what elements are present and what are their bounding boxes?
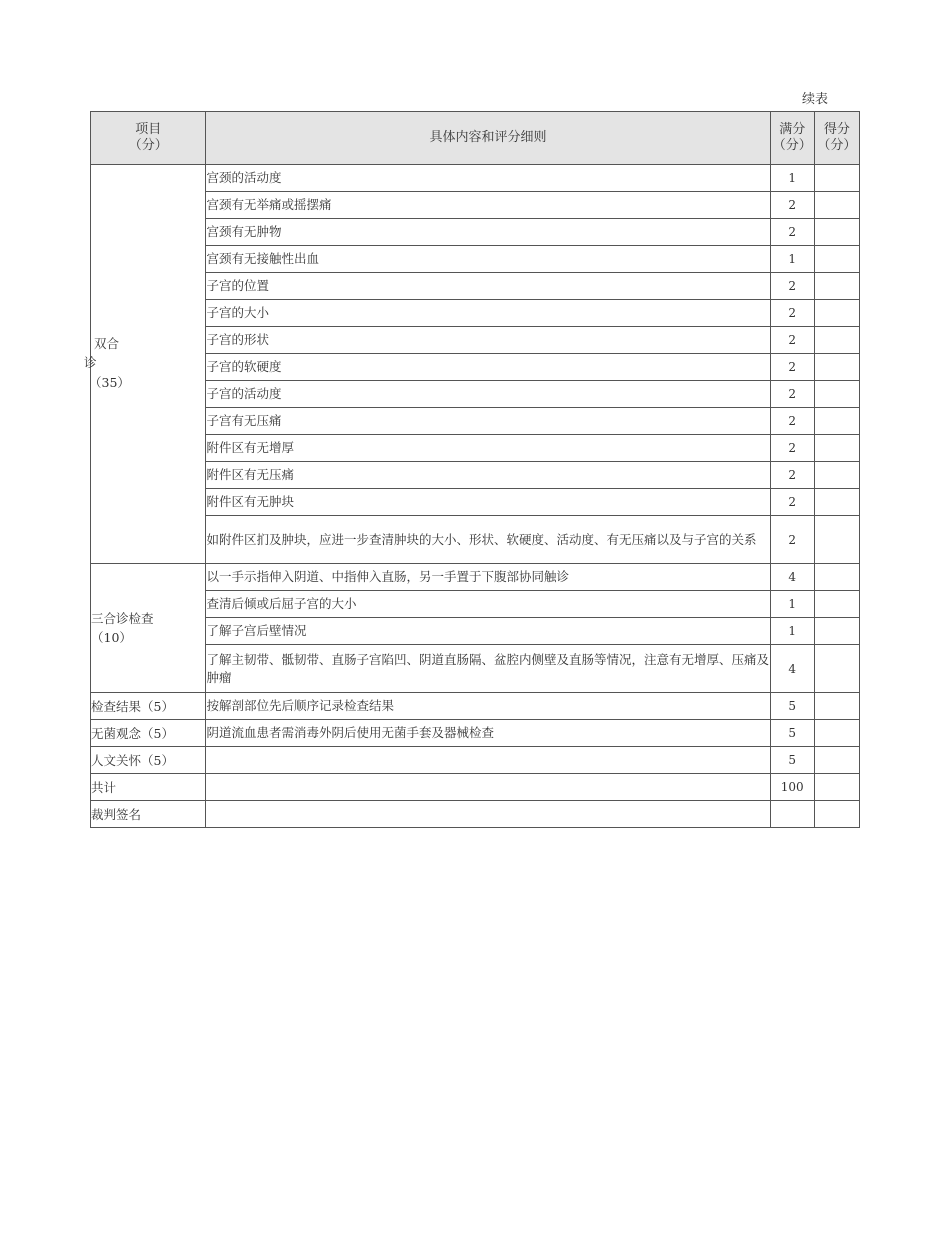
table-row — [91, 408, 860, 435]
table-row — [91, 645, 860, 693]
table-row — [91, 192, 860, 219]
criterion-cell: 附件区有无肿块 — [206, 489, 770, 516]
criterion-cell: 子宫的软硬度 — [206, 354, 770, 381]
score-input-cell[interactable] — [814, 381, 859, 408]
table-row — [91, 381, 860, 408]
full-score-cell: 2 — [770, 489, 814, 516]
criterion-cell: 子宫有无压痛 — [206, 408, 770, 435]
full-score-cell: 2 — [770, 219, 814, 246]
criterion-cell: 子宫的形状 — [206, 327, 770, 354]
header-content: 具体内容和评分细则 — [206, 112, 770, 165]
criterion-cell: 宫颈的活动度 — [206, 165, 770, 192]
full-score-cell: 4 — [770, 645, 814, 693]
header-item-line-2: （分） — [128, 138, 168, 153]
score-input-cell[interactable] — [814, 408, 859, 435]
table-row — [91, 693, 860, 720]
full-score-cell: 2 — [770, 354, 814, 381]
section-item-line: 双合 — [94, 336, 120, 351]
full-score-cell: 2 — [770, 435, 814, 462]
table-row — [91, 246, 860, 273]
judge-signature-label: 裁判签名 — [91, 801, 206, 828]
score-input-cell[interactable] — [814, 354, 859, 381]
header-got-line-1: 得分 — [823, 122, 850, 137]
full-score-cell: 2 — [770, 273, 814, 300]
item-cell: 无菌观念（5） — [91, 720, 206, 747]
score-input-cell[interactable] — [814, 462, 859, 489]
full-score-cell: 1 — [770, 591, 814, 618]
table-row — [91, 354, 860, 381]
table-row — [91, 801, 860, 828]
criterion-cell: 宫颈有无接触性出血 — [206, 246, 770, 273]
section-item-line: 诊 — [84, 355, 97, 370]
total-label-cell: 共计 — [91, 774, 206, 801]
item-cell: 人文关怀（5） — [91, 747, 206, 774]
score-input-cell[interactable] — [814, 246, 859, 273]
table-row — [91, 219, 860, 246]
criterion-cell — [206, 747, 770, 774]
continuation-label: 续表 — [802, 92, 829, 107]
table-row — [91, 618, 860, 645]
header-got-line-2: （分） — [817, 138, 857, 153]
score-input-cell[interactable] — [814, 165, 859, 192]
score-input-cell[interactable] — [814, 720, 859, 747]
full-score-cell: 1 — [770, 165, 814, 192]
criterion-cell: 按解剖部位先后顺序记录检查结果 — [206, 693, 770, 720]
header-full-line-1: 满分 — [779, 122, 806, 137]
section-item-line: 三合诊检查 — [91, 611, 154, 626]
section-item-bimanual-text — [84, 334, 205, 394]
score-input-cell[interactable] — [814, 273, 859, 300]
full-score-cell: 4 — [770, 564, 814, 591]
table-row — [91, 720, 860, 747]
score-input-cell[interactable] — [814, 192, 859, 219]
full-score-cell: 2 — [770, 516, 814, 564]
header-full-line-2: （分） — [772, 138, 812, 153]
criterion-cell: 附件区有无压痛 — [206, 462, 770, 489]
score-input-cell[interactable] — [814, 564, 859, 591]
score-input-cell[interactable] — [814, 516, 859, 564]
section-item-trimanual — [91, 564, 206, 693]
item-cell: 检查结果（5） — [91, 693, 206, 720]
total-full-score-cell: 100 — [770, 774, 814, 801]
full-score-cell: 2 — [770, 462, 814, 489]
table-row — [91, 435, 860, 462]
score-input-cell[interactable] — [814, 219, 859, 246]
full-score-cell: 5 — [770, 720, 814, 747]
criterion-cell: 了解子宫后壁情况 — [206, 618, 770, 645]
criterion-cell: 子宫的大小 — [206, 300, 770, 327]
total-score-cell[interactable] — [814, 774, 859, 801]
full-score-cell: 1 — [770, 618, 814, 645]
scoring-table — [84, 111, 860, 828]
table-row — [91, 591, 860, 618]
table-row — [91, 273, 860, 300]
score-input-cell[interactable] — [814, 747, 859, 774]
section-item-bimanual — [84, 165, 206, 564]
full-score-cell: 2 — [770, 192, 814, 219]
score-input-cell[interactable] — [814, 489, 859, 516]
table-row — [91, 462, 860, 489]
score-input-cell[interactable] — [814, 618, 859, 645]
header-item — [91, 112, 206, 165]
table-row — [91, 300, 860, 327]
full-score-cell: 2 — [770, 300, 814, 327]
full-score-cell: 2 — [770, 327, 814, 354]
section-item-line: （35） — [89, 375, 130, 390]
table-row — [91, 747, 860, 774]
judge-signature-cell[interactable] — [206, 801, 770, 828]
full-score-cell — [770, 801, 814, 828]
header-full-score — [770, 112, 814, 165]
table-row — [91, 165, 860, 192]
criterion-cell: 附件区有无增厚 — [206, 435, 770, 462]
criterion-cell: 宫颈有无举痛或摇摆痛 — [206, 192, 770, 219]
header-item-line-1: 项目 — [135, 122, 162, 137]
table-row — [91, 564, 860, 591]
criterion-cell: 子宫的位置 — [206, 273, 770, 300]
criterion-cell — [206, 774, 770, 801]
criterion-cell: 了解主韧带、骶韧带、直肠子宫陷凹、阴道直肠隔、盆腔内侧壁及直肠等情况，注意有无增厚、压痛及肿瘤 — [206, 645, 770, 693]
full-score-cell: 2 — [770, 408, 814, 435]
full-score-cell: 5 — [770, 747, 814, 774]
table-row — [91, 774, 860, 801]
table-row — [91, 489, 860, 516]
score-input-cell[interactable] — [814, 300, 859, 327]
criterion-cell: 如附件区扪及肿块，应进一步查清肿块的大小、形状、软硬度、活动度、有无压痛以及与子宫的关系 — [206, 516, 770, 564]
criterion-cell: 宫颈有无肿物 — [206, 219, 770, 246]
table-row — [91, 327, 860, 354]
criterion-cell: 以一手示指伸入阴道、中指伸入直肠，另一手置于下腹部协同触诊 — [206, 564, 770, 591]
header-row — [91, 112, 860, 165]
criterion-cell: 阴道流血患者需消毒外阴后使用无菌手套及器械检查 — [206, 720, 770, 747]
score-input-cell[interactable] — [814, 801, 859, 828]
full-score-cell: 1 — [770, 246, 814, 273]
full-score-cell: 2 — [770, 381, 814, 408]
header-got-score — [814, 112, 859, 165]
criterion-cell: 查清后倾或后屈子宫的大小 — [206, 591, 770, 618]
section-item-line: （10） — [91, 630, 132, 645]
score-input-cell[interactable] — [814, 435, 859, 462]
score-input-cell[interactable] — [814, 693, 859, 720]
score-input-cell[interactable] — [814, 591, 859, 618]
score-input-cell[interactable] — [814, 645, 859, 693]
table-row — [91, 516, 860, 564]
criterion-cell: 子宫的活动度 — [206, 381, 770, 408]
full-score-cell: 5 — [770, 693, 814, 720]
score-input-cell[interactable] — [814, 327, 859, 354]
